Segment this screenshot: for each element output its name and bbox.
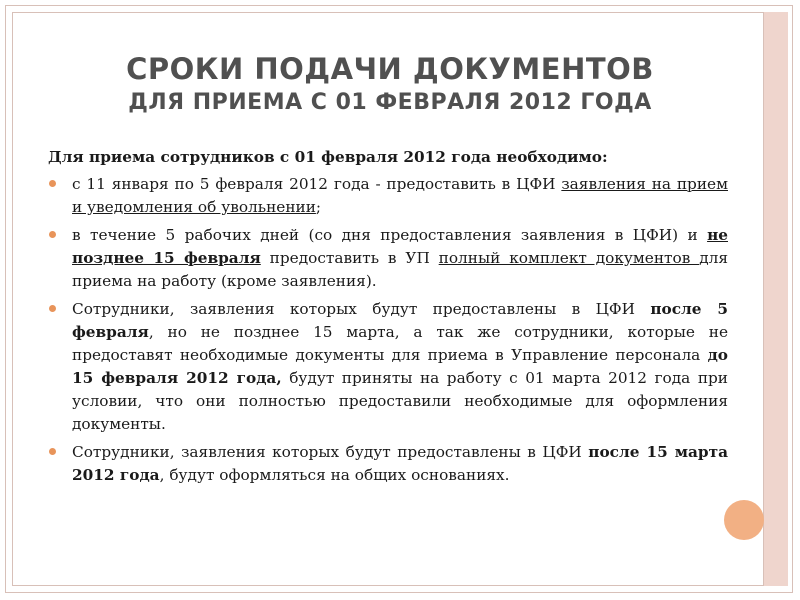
slide-body [48, 146, 728, 492]
list-item [48, 173, 728, 219]
underlined-text: заявления на прием и уведомления об увольнении [72, 175, 728, 216]
title-line-1: СРОКИ ПОДАЧИ ДОКУМЕНТОВ [126, 52, 654, 86]
text-run: предоставить в УП [260, 249, 439, 267]
text-run: , будут оформляться на общих основаниях. [159, 466, 510, 484]
text-run: Сотрудники, заявления которых будут предоставлены в ЦФИ [72, 300, 651, 318]
bullet-dot-icon [49, 231, 56, 238]
text-run: для приема на работу (кроме заявления). [72, 249, 728, 290]
list-item [48, 441, 728, 487]
bold-text: до 15 февраля 2012 года, [72, 346, 728, 387]
title-line-2: ДЛЯ ПРИЕМА С 01 ФЕВРАЛЯ 2012 ГОДА [128, 90, 652, 115]
bold-text: после 15 марта 2012 года [72, 443, 728, 484]
text-run: с 11 января по 5 февраля 2012 года - предоставить в ЦФИ [72, 175, 562, 193]
bullet-dot-icon [49, 180, 56, 187]
bullet-dot-icon [49, 448, 56, 455]
decorative-accent-circle [724, 500, 764, 540]
bold-text: после 5 февраля [72, 300, 729, 341]
slide-title [40, 50, 740, 118]
text-run: Сотрудники, заявления которых будут предоставлены в ЦФИ [72, 443, 589, 461]
underlined-text: полный комплект документов [438, 249, 700, 267]
decorative-side-band [763, 12, 788, 586]
bold-underlined-text: не позднее 15 февраля [72, 226, 728, 267]
text-run: будут приняты на работу с 01 марта 2012 года при условии, что они полностью предоставили необходимые для оформления документы. [72, 369, 729, 433]
list-item [48, 224, 728, 293]
bullet-dot-icon [49, 305, 56, 312]
intro-text: Для приема сотрудников с 01 февраля 2012 года необходимо: [48, 148, 608, 166]
text-run: , но не позднее 15 марта, а так же сотрудники, которые не предоставят необходимые документы для приема в Управление персонала [72, 323, 728, 364]
bullet-list [48, 173, 728, 487]
text-run: ; [315, 198, 322, 216]
text-run: в течение 5 рабочих дней (со дня предоставления заявления в ЦФИ) и [72, 226, 708, 244]
list-item [48, 298, 728, 436]
